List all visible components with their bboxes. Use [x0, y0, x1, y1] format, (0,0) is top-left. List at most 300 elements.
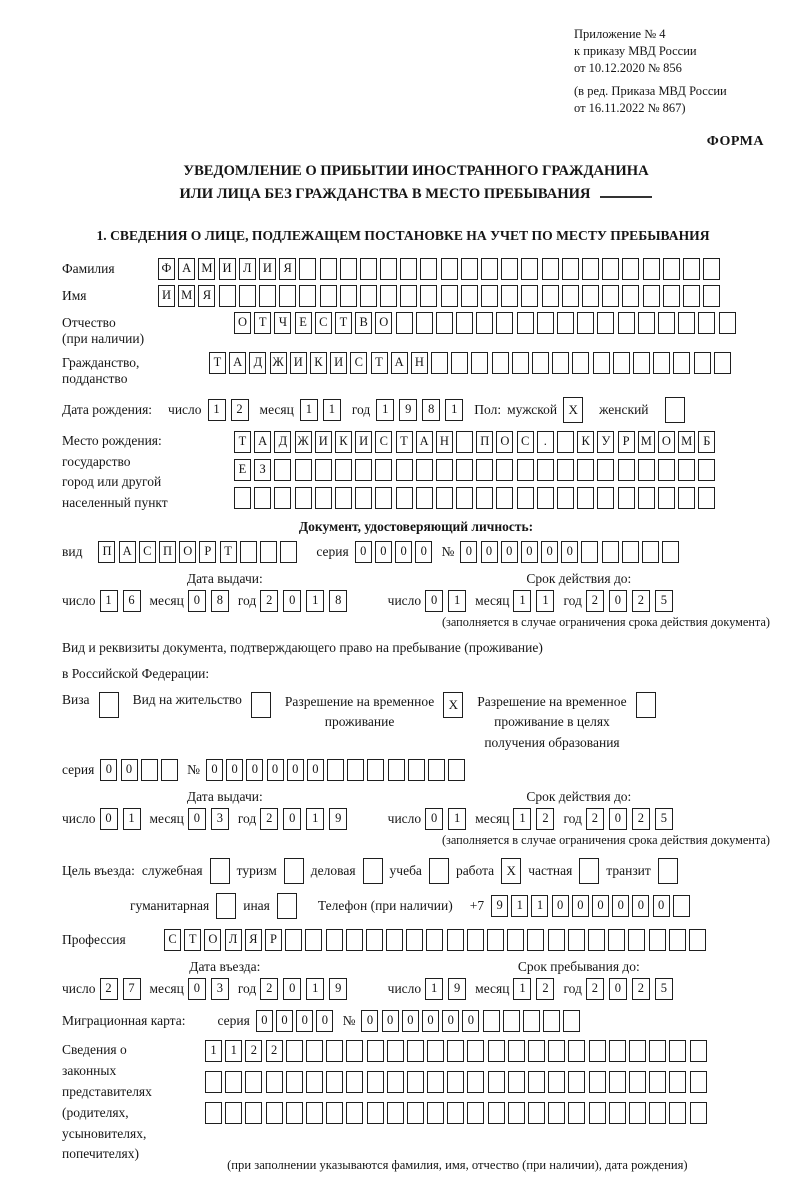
cell-box[interactable]: 0: [188, 808, 206, 830]
cell-box[interactable]: [649, 929, 666, 951]
cell-box[interactable]: [622, 258, 639, 280]
cell-box[interactable]: [254, 487, 271, 509]
cell-box[interactable]: [426, 929, 443, 951]
cell-box[interactable]: 1: [208, 399, 226, 421]
cell-box[interactable]: [447, 1102, 464, 1124]
cell-box[interactable]: [400, 258, 417, 280]
cell-box[interactable]: Т: [371, 352, 388, 374]
cell-box[interactable]: 8: [211, 590, 229, 612]
cell-box[interactable]: 1: [225, 1040, 242, 1062]
cell-box[interactable]: К: [310, 352, 327, 374]
cell-box[interactable]: [629, 1102, 646, 1124]
cell-box[interactable]: 0: [442, 1010, 459, 1032]
cell-box[interactable]: [521, 285, 538, 307]
cell-box[interactable]: 1: [513, 590, 531, 612]
cell-box[interactable]: [456, 459, 473, 481]
cell-box[interactable]: 0: [422, 1010, 439, 1032]
cell-box[interactable]: [602, 285, 619, 307]
cell-box[interactable]: [286, 1040, 303, 1062]
cell-box[interactable]: 0: [100, 759, 117, 781]
cell-box[interactable]: [225, 1071, 242, 1093]
cell-box[interactable]: [517, 487, 534, 509]
cell-box[interactable]: [528, 1071, 545, 1093]
cell-box[interactable]: [467, 1040, 484, 1062]
purpose-transit-checkbox[interactable]: [658, 858, 678, 884]
cell-box[interactable]: 6: [123, 590, 141, 612]
cell-box[interactable]: [488, 1102, 505, 1124]
cell-box[interactable]: [407, 1071, 424, 1093]
cell-box[interactable]: [582, 258, 599, 280]
cell-box[interactable]: [447, 1040, 464, 1062]
cell-box[interactable]: [259, 285, 276, 307]
cell-box[interactable]: О: [204, 929, 221, 951]
cell-box[interactable]: 1: [445, 399, 463, 421]
cell-box[interactable]: [548, 1102, 565, 1124]
cell-box[interactable]: 3: [211, 808, 229, 830]
cell-box[interactable]: [589, 1102, 606, 1124]
cell-box[interactable]: [467, 1102, 484, 1124]
cell-box[interactable]: 0: [425, 590, 443, 612]
cell-box[interactable]: [517, 459, 534, 481]
cell-box[interactable]: [315, 487, 332, 509]
cell-box[interactable]: [537, 459, 554, 481]
issue-month-field[interactable]: [188, 590, 234, 612]
birth-month-field[interactable]: [300, 399, 346, 421]
cell-box[interactable]: [436, 487, 453, 509]
cell-box[interactable]: [306, 1040, 323, 1062]
cell-box[interactable]: [441, 258, 458, 280]
cell-box[interactable]: [588, 929, 605, 951]
cell-box[interactable]: 0: [395, 541, 412, 563]
cell-box[interactable]: [315, 459, 332, 481]
cell-box[interactable]: 1: [425, 978, 443, 1000]
cell-box[interactable]: [416, 487, 433, 509]
cell-box[interactable]: 0: [415, 541, 432, 563]
cell-box[interactable]: [537, 312, 554, 334]
cell-box[interactable]: [568, 1040, 585, 1062]
cell-box[interactable]: [396, 487, 413, 509]
cell-box[interactable]: [266, 1102, 283, 1124]
cell-box[interactable]: [557, 312, 574, 334]
cell-box[interactable]: 5: [655, 808, 673, 830]
rvp-checkbox[interactable]: X: [443, 692, 463, 718]
cell-box[interactable]: М: [638, 431, 655, 453]
cell-box[interactable]: [568, 1102, 585, 1124]
cell-box[interactable]: С: [350, 352, 367, 374]
rvp-education-checkbox[interactable]: [636, 692, 656, 718]
cell-box[interactable]: [532, 352, 549, 374]
birth-place-row1[interactable]: [234, 431, 719, 453]
cell-box[interactable]: 1: [376, 399, 394, 421]
cell-box[interactable]: 1: [300, 399, 318, 421]
cell-box[interactable]: [451, 352, 468, 374]
purpose-tourism-checkbox[interactable]: [284, 858, 304, 884]
cell-box[interactable]: [633, 352, 650, 374]
cell-box[interactable]: [427, 1102, 444, 1124]
cell-box[interactable]: [577, 312, 594, 334]
cell-box[interactable]: [234, 487, 251, 509]
cell-box[interactable]: [643, 258, 660, 280]
purpose-business-checkbox[interactable]: [363, 858, 383, 884]
cell-box[interactable]: [628, 929, 645, 951]
cell-box[interactable]: [481, 285, 498, 307]
cell-box[interactable]: [658, 312, 675, 334]
cell-box[interactable]: [638, 459, 655, 481]
cell-box[interactable]: 0: [425, 808, 443, 830]
cell-box[interactable]: О: [234, 312, 251, 334]
cell-box[interactable]: Т: [184, 929, 201, 951]
cell-box[interactable]: [698, 312, 715, 334]
cell-box[interactable]: [597, 312, 614, 334]
cell-box[interactable]: [416, 459, 433, 481]
cell-box[interactable]: [609, 1102, 626, 1124]
cell-box[interactable]: 0: [283, 808, 301, 830]
cell-box[interactable]: [719, 312, 736, 334]
cell-box[interactable]: [225, 1102, 242, 1124]
cell-box[interactable]: Д: [249, 352, 266, 374]
cell-box[interactable]: [496, 459, 513, 481]
cell-box[interactable]: [694, 352, 711, 374]
cell-box[interactable]: [219, 285, 236, 307]
cell-box[interactable]: [295, 459, 312, 481]
cell-box[interactable]: [609, 1071, 626, 1093]
cell-box[interactable]: [649, 1102, 666, 1124]
cell-box[interactable]: [335, 459, 352, 481]
cell-box[interactable]: [690, 1040, 707, 1062]
cell-box[interactable]: [380, 258, 397, 280]
cell-box[interactable]: [577, 487, 594, 509]
cell-box[interactable]: [602, 258, 619, 280]
cell-box[interactable]: 9: [448, 978, 466, 1000]
stay-until-month-field[interactable]: [513, 978, 559, 1000]
cell-box[interactable]: 2: [586, 808, 604, 830]
cell-box[interactable]: 0: [375, 541, 392, 563]
cell-box[interactable]: [512, 352, 529, 374]
cell-box[interactable]: 2: [231, 399, 249, 421]
cell-box[interactable]: [557, 487, 574, 509]
cell-box[interactable]: 2: [260, 978, 278, 1000]
cell-box[interactable]: Л: [239, 258, 256, 280]
cell-box[interactable]: 9: [329, 808, 347, 830]
cell-box[interactable]: 0: [100, 808, 118, 830]
issue-year-field[interactable]: [260, 590, 352, 612]
cell-box[interactable]: И: [355, 431, 372, 453]
cell-box[interactable]: 0: [283, 978, 301, 1000]
cell-box[interactable]: Р: [618, 431, 635, 453]
entry-day-field[interactable]: [100, 978, 146, 1000]
cell-box[interactable]: А: [416, 431, 433, 453]
cell-box[interactable]: [326, 1102, 343, 1124]
valid-month-field[interactable]: [513, 590, 559, 612]
cell-box[interactable]: А: [229, 352, 246, 374]
purpose-study-checkbox[interactable]: [429, 858, 449, 884]
cell-box[interactable]: 2: [260, 590, 278, 612]
cell-box[interactable]: 3: [211, 978, 229, 1000]
cell-box[interactable]: [669, 929, 686, 951]
cell-box[interactable]: [406, 929, 423, 951]
cell-box[interactable]: 1: [123, 808, 141, 830]
stay-valid-day-field[interactable]: [425, 808, 471, 830]
cell-box[interactable]: 1: [536, 590, 554, 612]
cell-box[interactable]: [568, 1071, 585, 1093]
cell-box[interactable]: 9: [329, 978, 347, 1000]
cell-box[interactable]: [649, 1040, 666, 1062]
stay-issue-year-field[interactable]: [260, 808, 352, 830]
cell-box[interactable]: [346, 1071, 363, 1093]
cell-box[interactable]: [205, 1102, 222, 1124]
cell-box[interactable]: .: [537, 431, 554, 453]
cell-box[interactable]: [542, 258, 559, 280]
cell-box[interactable]: 1: [531, 895, 548, 917]
cell-box[interactable]: [306, 1071, 323, 1093]
cell-box[interactable]: [335, 487, 352, 509]
cell-box[interactable]: [629, 1040, 646, 1062]
cell-box[interactable]: 0: [361, 1010, 378, 1032]
cell-box[interactable]: Т: [254, 312, 271, 334]
cell-box[interactable]: А: [254, 431, 271, 453]
cell-box[interactable]: [622, 541, 639, 563]
cell-box[interactable]: 0: [382, 1010, 399, 1032]
cell-box[interactable]: Т: [396, 431, 413, 453]
cell-box[interactable]: [542, 285, 559, 307]
cell-box[interactable]: [698, 487, 715, 509]
cell-box[interactable]: 0: [561, 541, 578, 563]
cell-box[interactable]: А: [391, 352, 408, 374]
cell-box[interactable]: [557, 431, 574, 453]
representatives-row2[interactable]: [205, 1071, 710, 1093]
cell-box[interactable]: И: [259, 258, 276, 280]
cell-box[interactable]: К: [335, 431, 352, 453]
doc-number-field[interactable]: [460, 541, 682, 563]
cell-box[interactable]: [286, 1071, 303, 1093]
cell-box[interactable]: [448, 759, 465, 781]
cell-box[interactable]: И: [330, 352, 347, 374]
cell-box[interactable]: [375, 487, 392, 509]
cell-box[interactable]: [431, 352, 448, 374]
cell-box[interactable]: [488, 1040, 505, 1062]
cell-box[interactable]: М: [198, 258, 215, 280]
cell-box[interactable]: [245, 1102, 262, 1124]
cell-box[interactable]: 0: [521, 541, 538, 563]
cell-box[interactable]: [508, 1040, 525, 1062]
cell-box[interactable]: 0: [592, 895, 609, 917]
cell-box[interactable]: Я: [198, 285, 215, 307]
cell-box[interactable]: [649, 1071, 666, 1093]
cell-box[interactable]: [400, 285, 417, 307]
cell-box[interactable]: [416, 312, 433, 334]
cell-box[interactable]: [678, 487, 695, 509]
cell-box[interactable]: [427, 1071, 444, 1093]
cell-box[interactable]: [161, 759, 178, 781]
cell-box[interactable]: 2: [260, 808, 278, 830]
cell-box[interactable]: [396, 312, 413, 334]
cell-box[interactable]: 1: [513, 978, 531, 1000]
cell-box[interactable]: [562, 258, 579, 280]
cell-box[interactable]: [557, 459, 574, 481]
cell-box[interactable]: М: [178, 285, 195, 307]
cell-box[interactable]: [643, 285, 660, 307]
cell-box[interactable]: Л: [225, 929, 242, 951]
surname-field[interactable]: [158, 258, 723, 280]
cell-box[interactable]: [347, 759, 364, 781]
cell-box[interactable]: М: [678, 431, 695, 453]
cell-box[interactable]: 2: [586, 978, 604, 1000]
stay-valid-year-field[interactable]: [586, 808, 678, 830]
cell-box[interactable]: [387, 1071, 404, 1093]
cell-box[interactable]: 0: [246, 759, 263, 781]
cell-box[interactable]: Я: [245, 929, 262, 951]
cell-box[interactable]: [703, 258, 720, 280]
cell-box[interactable]: 7: [123, 978, 141, 1000]
cell-box[interactable]: [669, 1071, 686, 1093]
cell-box[interactable]: [602, 541, 619, 563]
cell-box[interactable]: П: [476, 431, 493, 453]
stay-until-day-field[interactable]: [425, 978, 471, 1000]
cell-box[interactable]: 2: [632, 590, 650, 612]
cell-box[interactable]: 0: [501, 541, 518, 563]
cell-box[interactable]: [476, 459, 493, 481]
cell-box[interactable]: 2: [632, 978, 650, 1000]
cell-box[interactable]: 0: [121, 759, 138, 781]
cell-box[interactable]: [597, 459, 614, 481]
cell-box[interactable]: И: [158, 285, 175, 307]
cell-box[interactable]: Д: [274, 431, 291, 453]
cell-box[interactable]: [496, 312, 513, 334]
birth-place-row3[interactable]: [234, 487, 719, 509]
cell-box[interactable]: [476, 312, 493, 334]
cell-box[interactable]: [447, 1071, 464, 1093]
cell-box[interactable]: [280, 541, 297, 563]
cell-box[interactable]: [618, 312, 635, 334]
cell-box[interactable]: [487, 929, 504, 951]
birth-place-row2[interactable]: [234, 459, 719, 481]
cell-box[interactable]: С: [375, 431, 392, 453]
cell-box[interactable]: А: [119, 541, 136, 563]
cell-box[interactable]: Е: [234, 459, 251, 481]
cell-box[interactable]: [714, 352, 731, 374]
cell-box[interactable]: [320, 285, 337, 307]
cell-box[interactable]: [653, 352, 670, 374]
cell-box[interactable]: [471, 352, 488, 374]
cell-box[interactable]: 1: [448, 590, 466, 612]
cell-box[interactable]: [299, 285, 316, 307]
purpose-humanitarian-checkbox[interactable]: [216, 893, 236, 919]
cell-box[interactable]: А: [178, 258, 195, 280]
cell-box[interactable]: 0: [188, 978, 206, 1000]
cell-box[interactable]: [367, 1102, 384, 1124]
cell-box[interactable]: С: [315, 312, 332, 334]
cell-box[interactable]: [521, 258, 538, 280]
cell-box[interactable]: [388, 759, 405, 781]
cell-box[interactable]: [427, 1040, 444, 1062]
cell-box[interactable]: Ж: [295, 431, 312, 453]
cell-box[interactable]: [367, 759, 384, 781]
cell-box[interactable]: [387, 1040, 404, 1062]
cell-box[interactable]: [456, 312, 473, 334]
cell-box[interactable]: [492, 352, 509, 374]
cell-box[interactable]: [327, 759, 344, 781]
issue-day-field[interactable]: [100, 590, 146, 612]
cell-box[interactable]: [355, 459, 372, 481]
cell-box[interactable]: [326, 1071, 343, 1093]
cell-box[interactable]: [548, 929, 565, 951]
birth-year-field[interactable]: [376, 399, 468, 421]
cell-box[interactable]: [366, 929, 383, 951]
cell-box[interactable]: [517, 312, 534, 334]
cell-box[interactable]: [387, 1102, 404, 1124]
cell-box[interactable]: 0: [460, 541, 477, 563]
cell-box[interactable]: 5: [655, 590, 673, 612]
cell-box[interactable]: [622, 285, 639, 307]
cell-box[interactable]: 1: [100, 590, 118, 612]
cell-box[interactable]: 0: [572, 895, 589, 917]
cell-box[interactable]: Н: [411, 352, 428, 374]
cell-box[interactable]: Ч: [274, 312, 291, 334]
cell-box[interactable]: [420, 285, 437, 307]
cell-box[interactable]: 0: [316, 1010, 333, 1032]
cell-box[interactable]: [673, 352, 690, 374]
cell-box[interactable]: [320, 258, 337, 280]
cell-box[interactable]: 9: [491, 895, 508, 917]
cell-box[interactable]: [690, 1102, 707, 1124]
cell-box[interactable]: 0: [206, 759, 223, 781]
cell-box[interactable]: [481, 258, 498, 280]
cell-box[interactable]: [285, 929, 302, 951]
cell-box[interactable]: [461, 258, 478, 280]
cell-box[interactable]: [503, 1010, 520, 1032]
cell-box[interactable]: 0: [653, 895, 670, 917]
cell-box[interactable]: Е: [295, 312, 312, 334]
cell-box[interactable]: [527, 929, 544, 951]
cell-box[interactable]: [380, 285, 397, 307]
cell-box[interactable]: [488, 1071, 505, 1093]
cell-box[interactable]: [346, 929, 363, 951]
cell-box[interactable]: [501, 258, 518, 280]
stay-number-field[interactable]: [206, 759, 468, 781]
cell-box[interactable]: [618, 487, 635, 509]
cell-box[interactable]: [537, 487, 554, 509]
cell-box[interactable]: [260, 541, 277, 563]
visa-checkbox[interactable]: [99, 692, 119, 718]
migration-series-field[interactable]: [256, 1010, 337, 1032]
cell-box[interactable]: [609, 1040, 626, 1062]
representatives-row1[interactable]: [205, 1040, 710, 1062]
cell-box[interactable]: О: [179, 541, 196, 563]
cell-box[interactable]: Р: [199, 541, 216, 563]
cell-box[interactable]: 1: [448, 808, 466, 830]
cell-box[interactable]: [286, 1102, 303, 1124]
cell-box[interactable]: [552, 352, 569, 374]
cell-box[interactable]: 0: [276, 1010, 293, 1032]
cell-box[interactable]: [467, 1071, 484, 1093]
cell-box[interactable]: 0: [632, 895, 649, 917]
cell-box[interactable]: [523, 1010, 540, 1032]
cell-box[interactable]: 0: [226, 759, 243, 781]
cell-box[interactable]: [141, 759, 158, 781]
cell-box[interactable]: 8: [422, 399, 440, 421]
cell-box[interactable]: [669, 1102, 686, 1124]
cell-box[interactable]: [456, 487, 473, 509]
cell-box[interactable]: [239, 285, 256, 307]
cell-box[interactable]: 0: [609, 590, 627, 612]
cell-box[interactable]: 2: [536, 978, 554, 1000]
profession-field[interactable]: [164, 929, 709, 951]
cell-box[interactable]: [678, 312, 695, 334]
cell-box[interactable]: [577, 459, 594, 481]
cell-box[interactable]: [407, 1102, 424, 1124]
doc-series-field[interactable]: [355, 541, 436, 563]
cell-box[interactable]: Б: [698, 431, 715, 453]
